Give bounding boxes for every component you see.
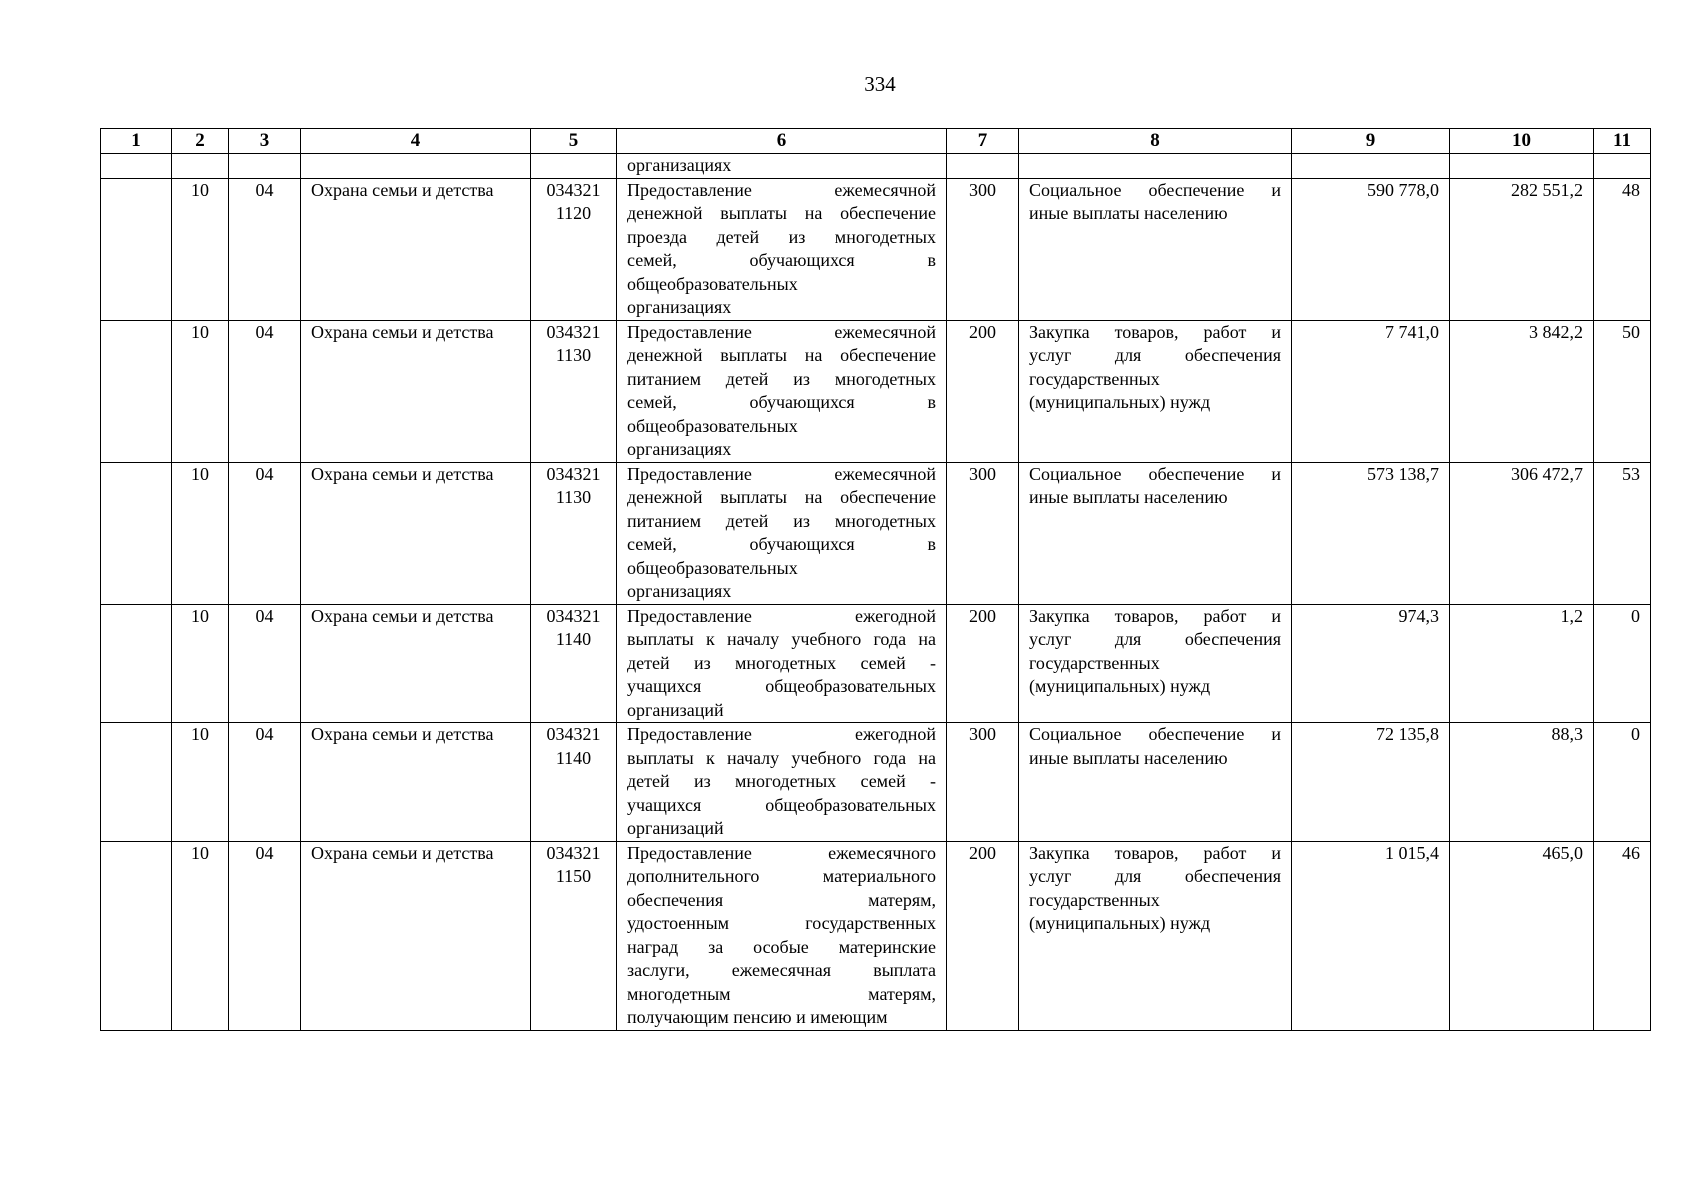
cell-description (617, 320, 947, 462)
table-row (101, 320, 1651, 462)
cell-col-1 (101, 462, 172, 604)
text-line: (муниципальных) нужд (1029, 392, 1211, 412)
cell-empty (172, 154, 229, 179)
cell-empty (947, 154, 1019, 179)
cell-expense-type: 300 (947, 723, 1019, 842)
cell-description (617, 841, 947, 1030)
cell-description (617, 462, 947, 604)
text-line: услуг для обеспечения (1029, 345, 1281, 365)
text-line: выплаты к началу учебного года на (627, 747, 936, 768)
cell-empty (101, 154, 172, 179)
cell-expense-type-name (1019, 604, 1292, 723)
target-article-part: 034321 (546, 463, 601, 484)
column-header-11: 11 (1594, 129, 1651, 154)
target-article-part: 034321 (546, 724, 601, 744)
text-line: питанием детей из многодетных (627, 510, 936, 531)
text-line: Социальное обеспечение и (1029, 463, 1281, 484)
text-line: наград за особые материнские (627, 936, 936, 957)
cell-executed-amount: 3 842,2 (1450, 320, 1594, 462)
text-line: Предоставление ежемесячного (627, 842, 936, 863)
target-article-part: 034321 (546, 321, 601, 342)
cell-expense-type-name (1019, 320, 1292, 462)
cell-approved-amount: 72 135,8 (1292, 723, 1450, 842)
text-line: (муниципальных) нужд (1029, 913, 1211, 933)
text-line: семей, обучающихся в (627, 534, 936, 554)
cell-subsection: 04 (229, 841, 301, 1030)
text-line: Социальное обеспечение и (1029, 179, 1281, 200)
cell-approved-amount: 1 015,4 (1292, 841, 1450, 1030)
text-line: удостоенным государственных (627, 913, 936, 933)
column-header-9: 9 (1292, 129, 1450, 154)
table-row (101, 841, 1651, 1030)
cell-description (617, 178, 947, 320)
cell-execution-percent: 53 (1594, 462, 1651, 604)
cell-section: 10 (172, 723, 229, 842)
cell-target-article (531, 841, 617, 1030)
target-article-part: 1130 (555, 487, 592, 507)
cell-section: 10 (172, 841, 229, 1030)
table-row (101, 604, 1651, 723)
text-line: организациях (627, 297, 732, 317)
cell-col-1 (101, 320, 172, 462)
cell-executed-amount: 282 551,2 (1450, 178, 1594, 320)
cell-subsection: 04 (229, 723, 301, 842)
cell-section-name: Охрана семьи и детства (301, 178, 531, 320)
cell-target-article (531, 604, 617, 723)
table-row (101, 462, 1651, 604)
text-line: обеспечения матерям, (627, 889, 936, 910)
text-line: учащихся общеобразовательных (627, 794, 936, 815)
cell-description (617, 604, 947, 723)
cell-executed-amount: 465,0 (1450, 841, 1594, 1030)
cell-section: 10 (172, 178, 229, 320)
text-line: иные выплаты населению (1029, 747, 1228, 768)
cell-section-name: Охрана семьи и детства (301, 462, 531, 604)
cell-empty (301, 154, 531, 179)
text-line: организаций (627, 818, 724, 838)
cell-expense-type-name (1019, 178, 1292, 320)
text-line: питанием детей из многодетных (627, 368, 936, 389)
text-line: детей из многодетных семей - (627, 771, 936, 791)
cell-approved-amount: 7 741,0 (1292, 320, 1450, 462)
text-line: денежной выплаты на обеспечение (627, 487, 936, 507)
column-header-8: 8 (1019, 129, 1292, 154)
cell-expense-type: 200 (947, 841, 1019, 1030)
target-article-part: 1140 (555, 629, 592, 649)
column-header-4: 4 (301, 129, 531, 154)
text-line: Социальное обеспечение и (1029, 724, 1281, 744)
text-line: Закупка товаров, работ и (1029, 321, 1281, 342)
text-line: услуг для обеспечения (1029, 629, 1281, 649)
text-line: государственных (1029, 368, 1160, 389)
header-row (101, 129, 1651, 154)
text-line: иные выплаты населению (1029, 203, 1228, 223)
text-line: многодетным матерям, (627, 983, 936, 1004)
cell-empty (1594, 154, 1651, 179)
text-line: государственных (1029, 889, 1160, 910)
text-line: Предоставление ежегодной (627, 605, 936, 626)
text-line: получающим пенсию и имеющим (627, 1007, 888, 1027)
cell-target-article (531, 178, 617, 320)
column-header-6: 6 (617, 129, 947, 154)
target-article-part: 034321 (546, 179, 601, 200)
cell-executed-amount: 88,3 (1450, 723, 1594, 842)
cell-target-article (531, 462, 617, 604)
text-line: Закупка товаров, работ и (1029, 842, 1281, 863)
table-row (101, 178, 1651, 320)
target-article-part: 1130 (555, 345, 592, 365)
target-article-part: 1140 (555, 747, 592, 768)
cell-executed-amount: 306 472,7 (1450, 462, 1594, 604)
text-line: общеобразовательных (627, 273, 798, 294)
target-article-part: 034321 (546, 842, 601, 863)
target-article-part: 034321 (546, 605, 601, 626)
cell-section-name: Охрана семьи и детства (301, 841, 531, 1030)
budget-table (100, 128, 1651, 1031)
text-line: Закупка товаров, работ и (1029, 605, 1281, 626)
text-line: семей, обучающихся в (627, 250, 936, 270)
text-line: Предоставление ежегодной (627, 724, 936, 744)
cell-target-article (531, 723, 617, 842)
text-line: детей из многодетных семей - (627, 652, 936, 673)
cell-approved-amount: 590 778,0 (1292, 178, 1450, 320)
cell-col-1 (101, 723, 172, 842)
cell-section: 10 (172, 320, 229, 462)
cell-expense-type-name (1019, 723, 1292, 842)
cell-col-1 (101, 178, 172, 320)
cell-description-continued: организациях (617, 154, 947, 179)
cell-expense-type-name (1019, 841, 1292, 1030)
cell-execution-percent: 0 (1594, 604, 1651, 723)
cell-executed-amount: 1,2 (1450, 604, 1594, 723)
column-header-10: 10 (1450, 129, 1594, 154)
cell-section-name: Охрана семьи и детства (301, 320, 531, 462)
cell-empty (1019, 154, 1292, 179)
text-line: денежной выплаты на обеспечение (627, 345, 936, 365)
cell-empty (229, 154, 301, 179)
cell-subsection: 04 (229, 462, 301, 604)
cell-expense-type: 200 (947, 604, 1019, 723)
cell-col-1 (101, 841, 172, 1030)
cell-section-name: Охрана семьи и детства (301, 604, 531, 723)
text-line: семей, обучающихся в (627, 392, 936, 412)
column-header-1: 1 (101, 129, 172, 154)
cell-target-article (531, 320, 617, 462)
table-row (101, 723, 1651, 842)
cell-subsection: 04 (229, 604, 301, 723)
text-line: Предоставление ежемесячной (627, 463, 936, 484)
page-number: 334 (864, 72, 896, 96)
cell-col-1 (101, 604, 172, 723)
text-line: общеобразовательных (627, 415, 798, 436)
text-line: общеобразовательных (627, 557, 798, 578)
target-article-part: 1120 (555, 203, 592, 223)
cell-empty (1450, 154, 1594, 179)
cell-section: 10 (172, 604, 229, 723)
text-line: организациях (627, 581, 732, 601)
cell-approved-amount: 573 138,7 (1292, 462, 1450, 604)
text-line: заслуги, ежемесячная выплата (627, 960, 936, 980)
text-line: Предоставление ежемесячной (627, 179, 936, 200)
cell-execution-percent: 0 (1594, 723, 1651, 842)
text-line: учащихся общеобразовательных (627, 676, 936, 696)
text-line: проезда детей из многодетных (627, 226, 936, 247)
text-line: организаций (627, 699, 724, 720)
cell-section-name: Охрана семьи и детства (301, 723, 531, 842)
column-header-2: 2 (172, 129, 229, 154)
target-article-part: 1150 (555, 866, 592, 886)
text-line: организациях (627, 439, 732, 459)
text-line: дополнительного материального (627, 866, 936, 886)
cell-subsection: 04 (229, 178, 301, 320)
column-header-5: 5 (531, 129, 617, 154)
text-line: Предоставление ежемесячной (627, 321, 936, 342)
cell-expense-type-name (1019, 462, 1292, 604)
continuation-row (101, 154, 1651, 179)
column-header-7: 7 (947, 129, 1019, 154)
cell-expense-type: 300 (947, 178, 1019, 320)
cell-approved-amount: 974,3 (1292, 604, 1450, 723)
cell-expense-type: 300 (947, 462, 1019, 604)
column-header-3: 3 (229, 129, 301, 154)
cell-execution-percent: 48 (1594, 178, 1651, 320)
text-line: государственных (1029, 652, 1160, 673)
cell-section: 10 (172, 462, 229, 604)
cell-expense-type: 200 (947, 320, 1019, 462)
cell-description (617, 723, 947, 842)
cell-execution-percent: 46 (1594, 841, 1651, 1030)
cell-subsection: 04 (229, 320, 301, 462)
text-line: (муниципальных) нужд (1029, 676, 1211, 696)
text-line: иные выплаты населению (1029, 487, 1228, 507)
text-line: денежной выплаты на обеспечение (627, 203, 936, 223)
cell-empty (1292, 154, 1450, 179)
text-line: выплаты к началу учебного года на (627, 629, 936, 649)
cell-empty (531, 154, 617, 179)
text-line: услуг для обеспечения (1029, 866, 1281, 886)
cell-execution-percent: 50 (1594, 320, 1651, 462)
